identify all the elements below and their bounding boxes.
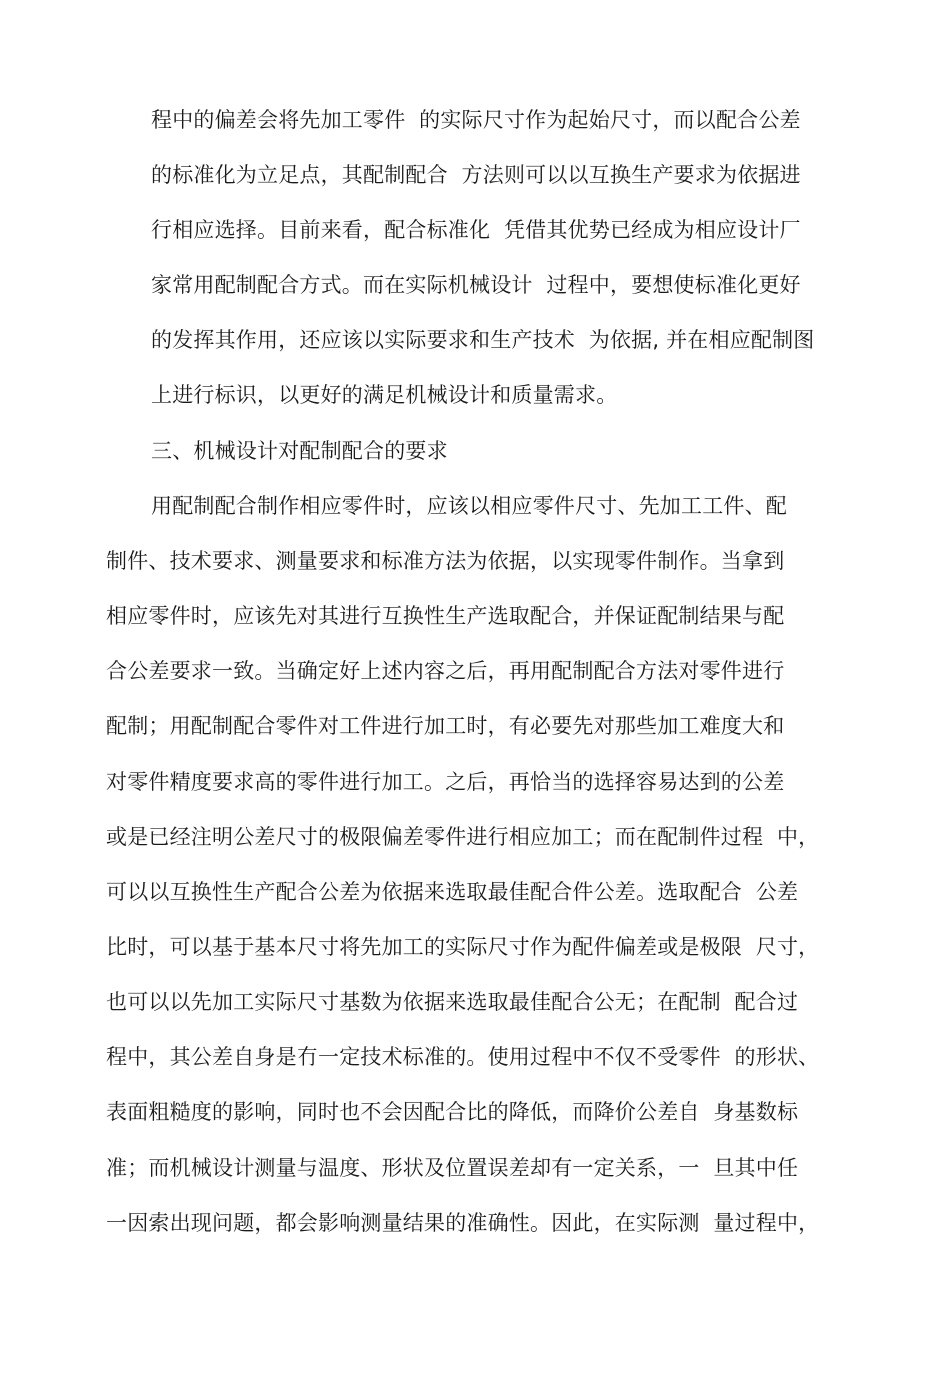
text-line: 相应零件时，应该先对其进行互换性生产选取配合，并保证配制结果与配 xyxy=(106,604,785,628)
text-line: 或是已经注明公差尺寸的极限偏差零件进行相应加工；而在配制件过程 中， xyxy=(106,825,820,849)
text-line: 表面粗糙度的影响，同时也不会因配合比的降低，而降价公差自 身基数标 xyxy=(106,1100,799,1124)
text-line: 上进行标识，以更好的满足机械设计和质量需求。 xyxy=(151,383,618,407)
text-line: 一因索出现问题，都会影响测量结果的准确性。因此，在实际测 量过程中， xyxy=(106,1211,820,1235)
text-line: 可以以互换性生产配合公差为依据来选取最佳配合件公差。选取配合 公差 xyxy=(106,880,799,904)
text-line: 的发挥其作用，还应该以实际要求和生产技术 为依据, 并在相应配制图 xyxy=(151,328,815,352)
text-line: 准；而机械设计测量与温度、形状及位置误差却有一定关系，一 旦其中任 xyxy=(106,1156,799,1180)
text-line: 行相应选择。目前来看，配合标准化 凭借其优势已经成为相应设计厂 xyxy=(151,218,801,242)
text-line: 合公差要求一致。当确定好上述内容之后，再用配制配合方法对零件进行 xyxy=(106,659,785,683)
text-line: 程中的偏差会将先加工零件 的实际尺寸作为起始尺寸，而以配合公差 xyxy=(151,108,801,132)
text-line: 配制；用配制配合零件对工件进行加工时，有必要先对那些加工难度大和 xyxy=(106,714,785,738)
section-heading: 三、机械设计对配制配合的要求 xyxy=(151,439,448,463)
text-line: 也可以以先加工实际尺寸基数为依据来选取最佳配合公无；在配制 配合过 xyxy=(106,990,799,1014)
paragraph-first-line: 用配制配合制作相应零件时，应该以相应零件尺寸、先加工工件、配 xyxy=(151,494,787,518)
text-line: 对零件精度要求高的零件进行加工。之后，再恰当的选择容易达到的公差 xyxy=(106,770,785,794)
text-line: 比时，可以基于基本尺寸将先加工的实际尺寸作为配件偏差或是极限 尺寸， xyxy=(106,935,820,959)
text-line: 制件、技术要求、测量要求和标准方法为依据，以实现零件制作。当拿到 xyxy=(106,549,785,573)
text-line: 家常用配制配合方式。而在实际机械设计 过程中，要想使标准化更好 xyxy=(151,273,801,297)
text-line: 的标准化为立足点，其配制配合 方法则可以以互换生产要求为依据进 xyxy=(151,163,801,187)
text-line: 程中，其公差自身是冇一定技术标准的。使用过程中不仅不受零件 的形状、 xyxy=(106,1045,820,1069)
